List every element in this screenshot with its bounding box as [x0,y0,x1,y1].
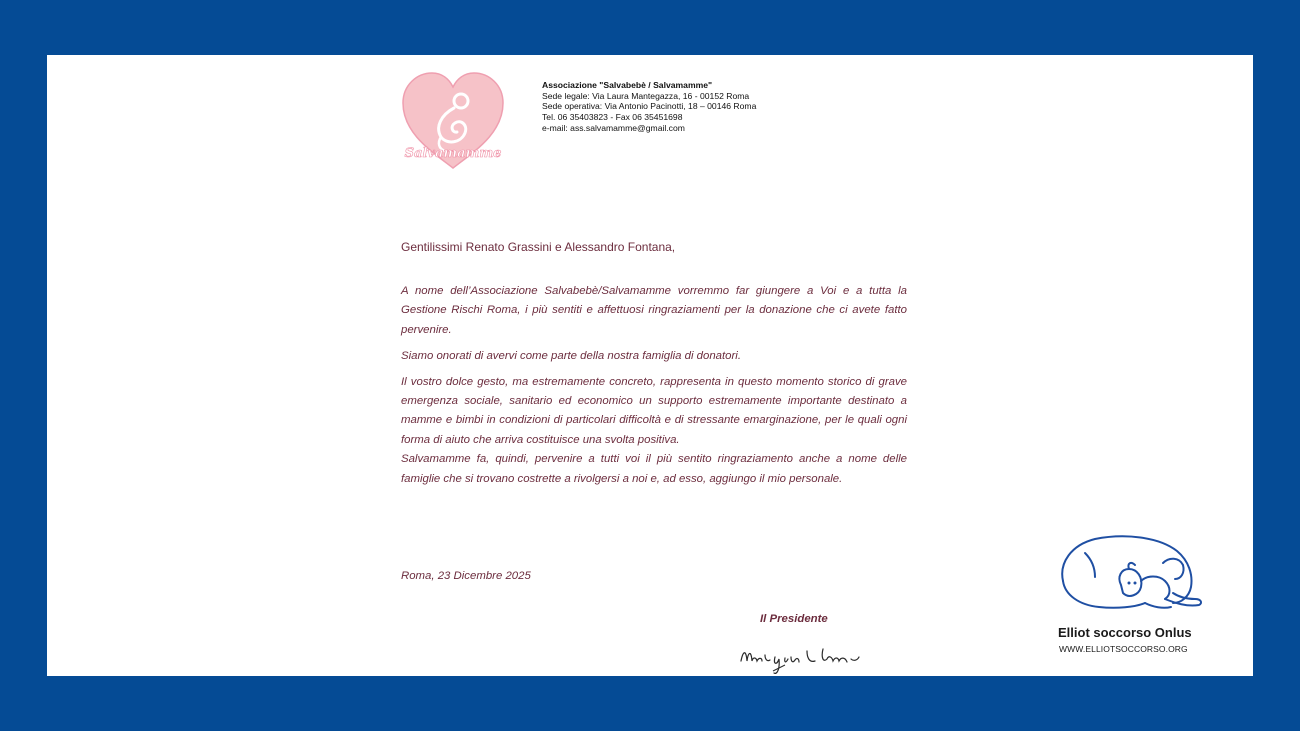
elliot-website: WWW.ELLIOTSOCCORSO.ORG [1059,644,1188,654]
paragraph: Il vostro dolce gesto, ma estremamente concreto, rappresenta in questo momento storico di grave emergenza sociale, sanitario ed economico un supporto estremamente importante destinato a mamme e bimbi in condizioni di particolari difficoltà e di stressante emarginazione, per le quali ogni forma di aiuto che arriva costituisce una svolta positiva. [401,375,907,446]
letter-date: Roma, 23 Dicembre 2025 [401,570,531,582]
sleeping-dogs-logo [1055,533,1205,618]
signature [737,635,877,675]
letterhead-line: Sede operativa: Via Antonio Pacinotti, 18 – 00146 Roma [542,101,757,112]
letterhead [542,80,756,134]
salutation: Gentilissimi Renato Grassini e Alessandro Fontana, [401,240,676,254]
paragraph: Salvamamme fa, quindi, pervenire a tutti voi il più sentito ringraziamento anche a nome delle famiglie che si trovano costrette a rivolgersi a noi e, ad esso, aggiungo il mio personale. [401,453,907,485]
letter-page [47,55,1253,676]
letterhead-line: Sede legale: Via Laura Mantegazza, 16 - 00152 Roma [542,90,750,101]
letterhead-org: Associazione "Salvabebè / Salvamamme" [542,80,713,90]
salvamamme-logo-text: Salvamamme [404,146,502,161]
letterhead-line: e-mail: ass.salvamamme@gmail.com [542,122,685,133]
elliot-brand-name: Elliot soccorso Onlus [1058,625,1192,640]
salvamamme-logo [401,71,505,171]
signatory-title: Il Presidente [760,613,828,625]
paragraph: Siamo onorati di avervi come parte della nostra famiglia di donatori. [401,350,741,363]
letter-body [401,240,907,489]
paragraph: A nome dell’Associazione Salvabebè/Salvamamme vorremmo far giungere a Voi e a tutta la Gestione Rischi Roma, i più sentiti e affettuosi ringraziamenti per la donazione che ci avete fatto pervenire. [401,285,907,336]
letterhead-line: Tel. 06 35403823 - Fax 06 35451698 [542,112,683,123]
